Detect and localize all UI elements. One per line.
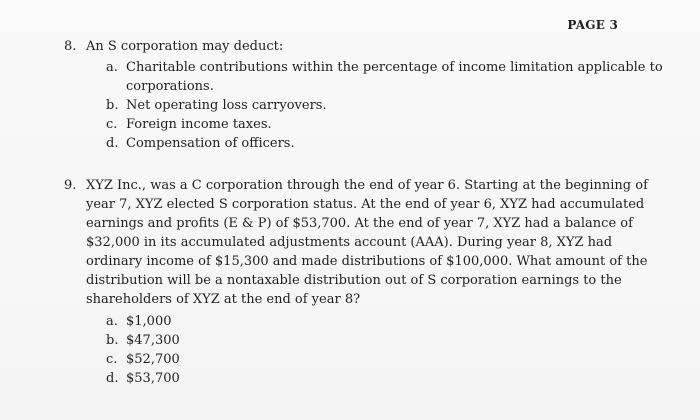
question-9-text: XYZ Inc., was a C corporation through the end of year 6. Starting at the beginning of year 7, XYZ elected S corporation status. At the end of year 6, XYZ had accumulated earnings and profits (E & P) of $53,700. At the end of year 7, XYZ had a balance of $32,000 in its accumulated adjustments account (AAA). During year 8, XYZ had ordinary income of $15,300 and made distributions of $100,000. What amount of the distribution will be a nontaxable distribution out of S corporation earnings to the shareholders of XYZ at the end of year 8? xyxy=(86,178,648,307)
question-9-option-c xyxy=(106,350,664,369)
question-9-option-a-text: $1,000 xyxy=(126,314,172,329)
question-9 xyxy=(64,176,664,388)
question-9-option-c-letter: c. xyxy=(106,352,118,367)
question-8-option-c-text: Foreign income taxes. xyxy=(126,117,272,132)
question-8-option-b-text: Net operating loss carryovers. xyxy=(126,98,327,113)
question-8-text: An S corporation may deduct: xyxy=(86,39,284,54)
question-8-option-a xyxy=(106,58,664,96)
question-8 xyxy=(64,37,664,153)
question-9-option-a-letter: a. xyxy=(106,314,118,329)
question-9-number: 9. xyxy=(64,178,77,193)
question-9-option-d-letter: d. xyxy=(106,371,119,386)
question-8-stem xyxy=(64,37,664,56)
question-9-option-b xyxy=(106,331,664,350)
question-9-option-b-letter: b. xyxy=(106,333,119,348)
page-number-label: PAGE 3 xyxy=(567,18,618,32)
question-8-option-c xyxy=(106,115,664,134)
question-9-option-d xyxy=(106,369,664,388)
question-8-option-a-letter: a. xyxy=(106,60,118,75)
question-8-option-b-letter: b. xyxy=(106,98,119,113)
question-8-option-b xyxy=(106,96,664,115)
question-8-option-d-letter: d. xyxy=(106,136,119,151)
question-9-option-d-text: $53,700 xyxy=(126,371,180,386)
question-8-options xyxy=(106,58,664,153)
question-8-option-d xyxy=(106,134,664,153)
question-9-options xyxy=(106,312,664,388)
question-8-option-a-text: Charitable contributions within the percentage of income limitation applicable to corporations. xyxy=(126,60,663,94)
question-8-option-d-text: Compensation of officers. xyxy=(126,136,295,151)
question-8-option-c-letter: c. xyxy=(106,117,118,132)
question-9-option-c-text: $52,700 xyxy=(126,352,180,367)
question-9-stem xyxy=(64,176,664,309)
question-8-number: 8. xyxy=(64,39,77,54)
question-9-option-a xyxy=(106,312,664,331)
question-9-option-b-text: $47,300 xyxy=(126,333,180,348)
